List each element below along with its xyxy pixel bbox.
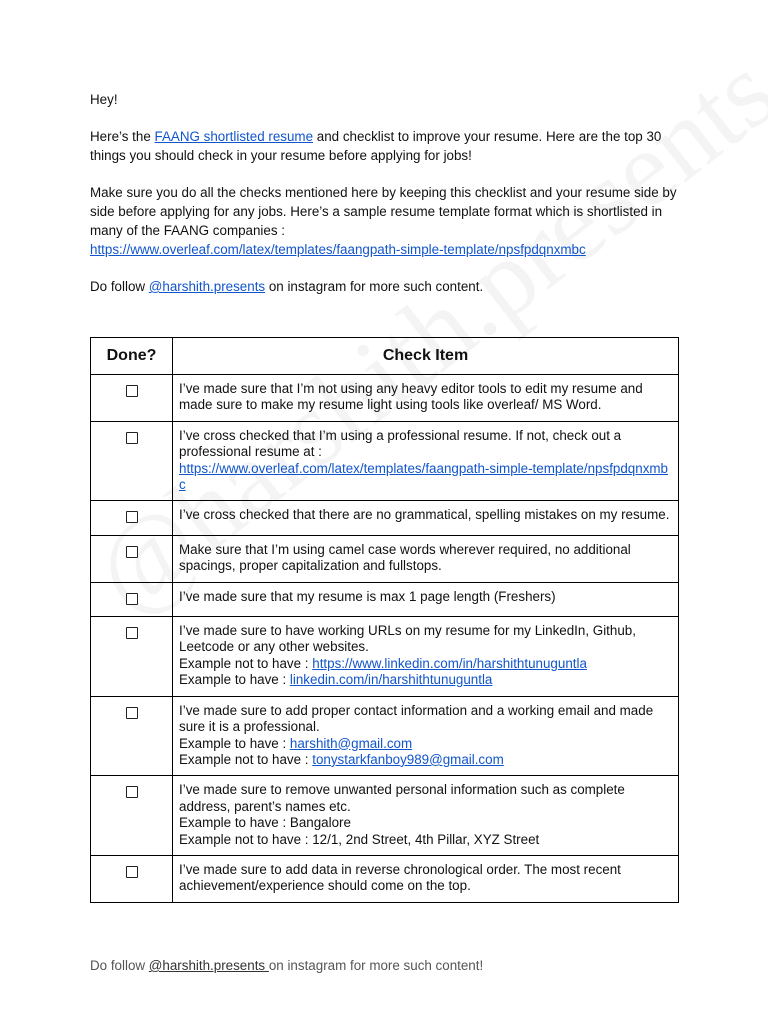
intro-suffix: and checklist to improve your resume. Here are the top 30 things you should check in your resume before applying for jobs!	[90, 129, 662, 163]
checkbox-cell	[91, 535, 173, 582]
checkbox-cell	[91, 501, 173, 535]
check-item-cell	[173, 535, 679, 582]
check-item-text: I’ve made sure to add proper contact information and a working email and made sure it is a professional.	[179, 702, 654, 735]
check-item-text: I’ve cross checked that there are no grammatical, spelling mistakes on my resume.	[179, 507, 670, 523]
example-label: Example to have :	[179, 735, 290, 751]
intro-prefix: Here’s the	[90, 129, 155, 144]
checkbox-cell	[91, 776, 173, 856]
example-line: Example not to have : 12/1, 2nd Street, 4th Pillar, XYZ Street	[179, 831, 540, 847]
check-item-text: I’ve made sure to remove unwanted personal information such as complete address, parent’s names etc.	[179, 782, 625, 814]
example-label: Example to have :	[179, 672, 290, 688]
check-item-cell	[173, 696, 679, 776]
footer-instagram-handle-link[interactable]: @harshith.presents	[148, 958, 269, 973]
header-done: Done?	[91, 338, 173, 375]
table-header-row	[91, 338, 679, 375]
check-item-text: I’ve made sure to have working URLs on my resume for my LinkedIn, Github, Leetcode or any other websites.	[179, 623, 636, 655]
greeting: Hey!	[90, 92, 118, 107]
check-item-text: I’ve made sure to add data in reverse chronological order. The most recent achievement/experience should come on the top.	[179, 861, 621, 894]
check-item-text: I’ve made sure that my resume is max 1 page length (Freshers)	[179, 588, 556, 604]
check-item-cell	[173, 855, 679, 902]
instructions-text: Make sure you do all the checks mentioned here by keeping this checklist and your resume side by side before applying for any jobs. Here’s a sample resume template format which is shortlisted in many of the FAANG companies :	[90, 185, 677, 238]
table-row	[91, 535, 679, 582]
faang-resume-link[interactable]: FAANG shortlisted resume	[154, 129, 314, 144]
checkbox-cell	[91, 617, 173, 697]
check-item-text: I’ve made sure that I’m not using any heavy editor tools to edit my resume and made sure to make my resume light using tools like overleaf/ MS Word.	[179, 381, 643, 413]
checklist-table	[90, 337, 679, 903]
check-item-cell	[173, 501, 679, 535]
checkbox-cell	[91, 375, 173, 422]
table-row	[91, 696, 679, 776]
overleaf-template-link[interactable]: https://www.overleaf.com/latex/templates/faangpath-simple-template/npsfpdqnxmbc	[179, 460, 668, 493]
checkbox-cell	[91, 696, 173, 776]
check-item-text: Make sure that I’m using camel case words wherever required, no additional spacings, proper capitalization and fullstops.	[179, 541, 631, 574]
check-item-cell	[173, 421, 679, 501]
table-row	[91, 776, 679, 856]
check-item-cell	[173, 776, 679, 856]
table-row	[91, 617, 679, 697]
follow-prefix: Do follow	[90, 279, 149, 294]
checkbox-cell	[91, 421, 173, 501]
check-item-text: I’ve cross checked that I’m using a professional resume. If not, check out a professional resume at :	[179, 427, 622, 460]
instagram-handle-link[interactable]: @harshith.presents	[148, 279, 266, 294]
example-label: Example not to have :	[179, 751, 313, 767]
footer-prefix: Do follow	[90, 958, 149, 973]
instructions-paragraph	[90, 183, 690, 259]
bad-email-link[interactable]: tonystarkfanboy989@gmail.com	[312, 751, 504, 767]
checkbox[interactable]	[126, 432, 138, 444]
example-line: Example to have : Bangalore	[179, 815, 351, 831]
intro-section	[90, 90, 690, 314]
header-check-item: Check Item	[173, 338, 679, 375]
table-row	[91, 375, 679, 422]
checkbox[interactable]	[126, 866, 138, 878]
check-item-cell	[173, 617, 679, 697]
table-row	[91, 421, 679, 501]
good-email-link[interactable]: harshith@gmail.com	[289, 735, 413, 751]
intro-paragraph	[90, 127, 690, 165]
overleaf-template-link[interactable]: https://www.overleaf.com/latex/templates/faangpath-simple-template/npsfpdqnxmbc	[90, 242, 586, 257]
table-row	[91, 855, 679, 902]
footer	[90, 958, 483, 973]
check-item-cell	[173, 375, 679, 422]
checkbox[interactable]	[126, 385, 138, 397]
checkbox[interactable]	[126, 593, 138, 605]
table-row	[91, 501, 679, 535]
table-row	[91, 582, 679, 616]
checkbox[interactable]	[126, 627, 138, 639]
follow-suffix: on instagram for more such content.	[265, 279, 484, 294]
checkbox-cell	[91, 855, 173, 902]
footer-suffix: on instagram for more such content!	[268, 958, 484, 973]
checkbox-cell	[91, 582, 173, 616]
checkbox[interactable]	[126, 546, 138, 558]
linkedin-full-url-link[interactable]: https://www.linkedin.com/in/harshithtunuguntla	[312, 655, 587, 671]
follow-paragraph	[90, 277, 690, 296]
checkbox[interactable]	[126, 786, 138, 798]
checkbox[interactable]	[126, 511, 138, 523]
example-label: Example not to have :	[179, 655, 313, 671]
linkedin-short-url-link[interactable]: linkedin.com/in/harshithtunuguntla	[289, 672, 493, 688]
checkbox[interactable]	[126, 707, 138, 719]
check-item-cell	[173, 582, 679, 616]
